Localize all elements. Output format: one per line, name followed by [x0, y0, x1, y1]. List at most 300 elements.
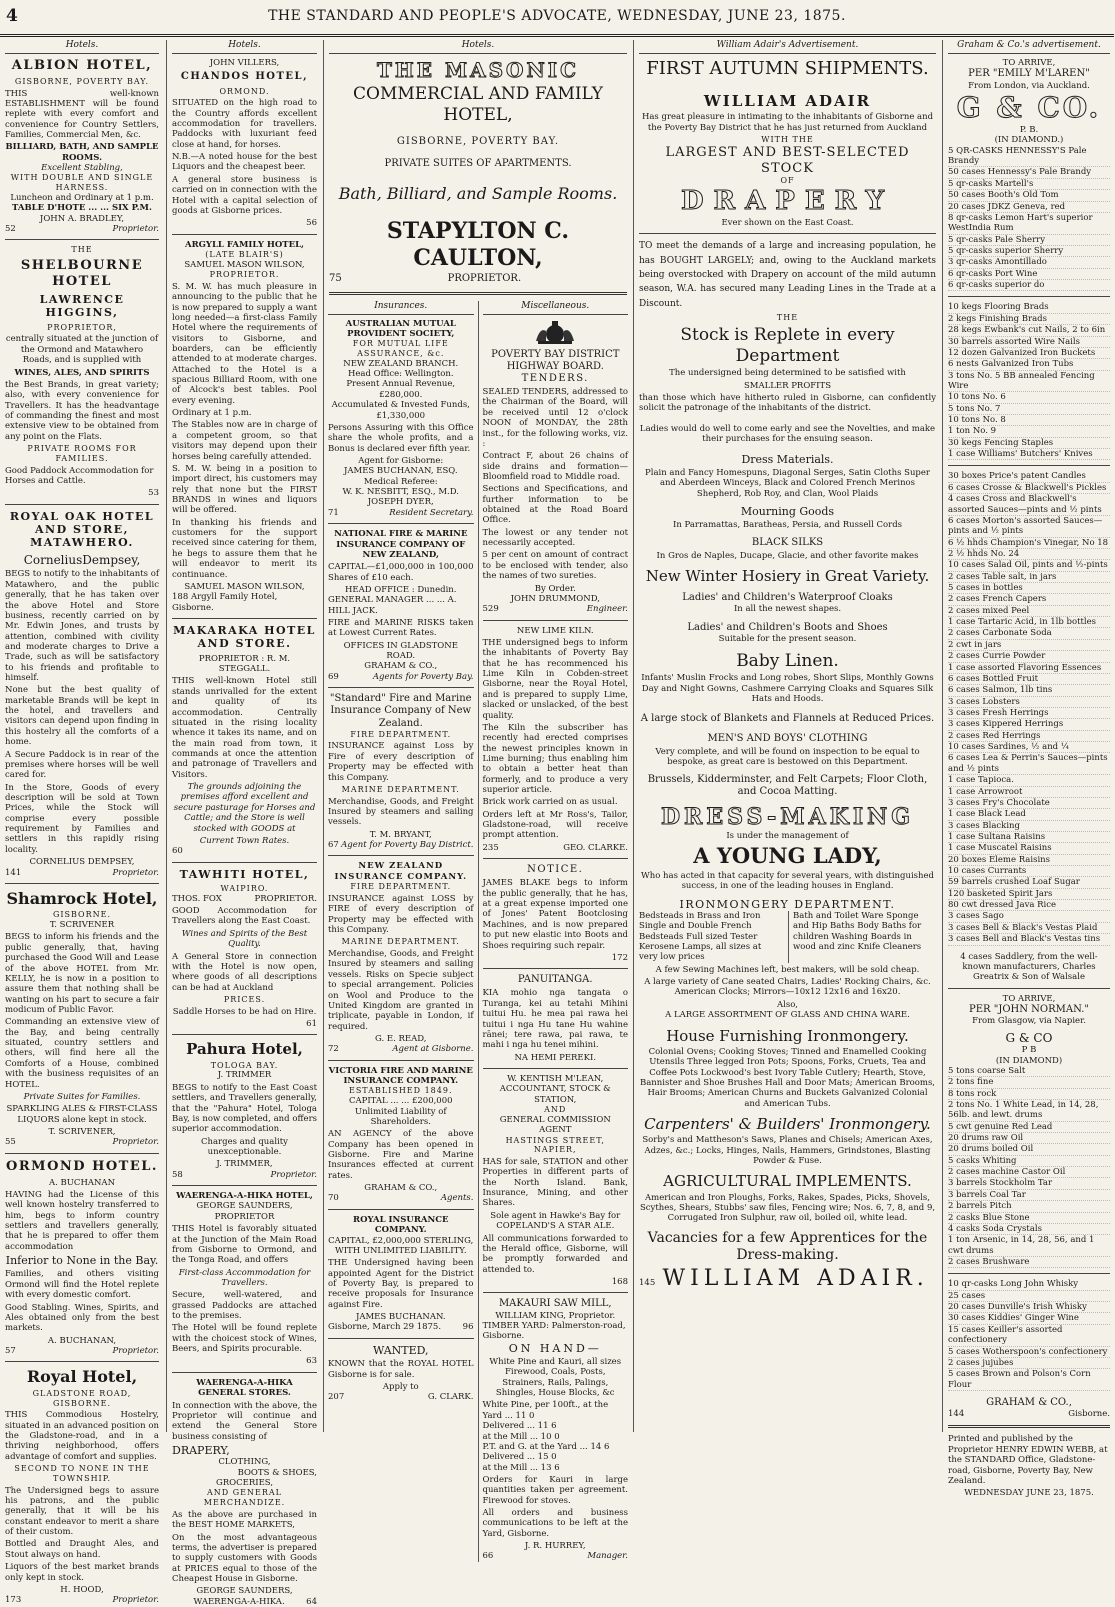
- adair-lady: A YOUNG LADY,: [693, 843, 882, 869]
- royal-oak-body4: In the Store, Goods of every description will be sold at Town Prices, while the Stock will comprise every possible requirement by Families and settlers in this rapidly rising locality.: [5, 782, 159, 855]
- tawhiti-owner-title: PROPRIETOR.: [254, 893, 317, 904]
- list-item: 2 casks Blue Stone: [948, 1213, 1110, 1224]
- tawhiti-ad: [172, 868, 317, 1030]
- list-item: 3 cases Blacking: [948, 821, 1110, 832]
- makauri-price4: P.T. and G. at the Yard ... 14 6: [482, 1441, 610, 1452]
- chandos-owner: JOHN VILLERS,: [209, 57, 280, 68]
- standard-body2: Merchandise, Goods, and Freight Insured by steamers and sailing vessels.: [328, 796, 474, 828]
- graham-list-stores: [948, 1066, 1110, 1268]
- adair-iron-left: Bedsteads in Brass and Iron Single and Double French Bedsteads Full sized Tester Kerosene Lamps, all sizes at very low prices: [639, 910, 762, 963]
- amp-branch: NEW ZEALAND BRANCH.: [343, 358, 459, 369]
- shamrock-suites: Private Suites for Families.: [23, 1091, 141, 1102]
- masthead: [0, 0, 1114, 37]
- amp-office: Head Office: Wellington.: [347, 369, 454, 380]
- ormond-ad: [5, 1159, 159, 1357]
- list-item: 3 cases Lobsters: [948, 697, 1110, 708]
- tawhiti-owner: THOS. FOX: [172, 893, 222, 904]
- albion-num: 52: [5, 224, 16, 235]
- list-item: 1 case Tartaric Acid, in 1lb bottles: [948, 617, 1110, 628]
- pahura-num: 58: [172, 1169, 183, 1180]
- imprint-date: WEDNESDAY JUNE 23, 1875.: [964, 1488, 1094, 1499]
- standard-ad: [328, 693, 474, 850]
- list-item: 6 cases Bottled Fruit: [948, 674, 1110, 685]
- shamrock-name: Shamrock Hotel,: [6, 888, 158, 908]
- masonic-ad: [329, 58, 627, 286]
- list-item: 2 cases Red Herrings: [948, 731, 1110, 742]
- albion-harness: WITH DOUBLE AND SINGLE HARNESS.: [10, 173, 154, 193]
- amp-ad: [328, 319, 474, 519]
- royal-hotel-sig: H. HOOD,: [60, 1584, 104, 1595]
- lime-orders: Orders left at Mr Ross's, Tailor, Gladstone-road, will receive prompt attention.: [482, 809, 628, 841]
- argyll-name: ARGYLL FAMILY HOTEL,: [184, 239, 305, 250]
- list-item: 2 cwt in jars: [948, 640, 1110, 651]
- argyll-ad: [172, 240, 317, 613]
- adair-baby: Baby Linen.: [736, 650, 839, 671]
- misc-subcolumn: [478, 301, 633, 1562]
- list-item: 6 cases Salmon, 1lb tins: [948, 685, 1110, 696]
- amp-funds: Accumulated & Invested Funds, £1,330,000: [331, 400, 470, 421]
- list-item: 4 casks Soda Crystals: [948, 1224, 1110, 1235]
- wanted-body: KNOWN that the ROYAL HOTEL Gisborne is for sale.: [328, 1359, 474, 1380]
- col5-header: Graham & Co.'s advertisement.: [948, 40, 1110, 54]
- column-2: [166, 40, 322, 1607]
- argyll-foot: Argyll Family Hotel, Gisborne.: [172, 592, 278, 613]
- list-item: 2 cases machine Castor Oil: [948, 1167, 1110, 1178]
- royal-hotel-second: SECOND TO NONE IN THE TOWNSHIP.: [14, 1464, 150, 1483]
- royal-hotel-place: GLADSTONE ROAD, GISBORNE.: [32, 1388, 132, 1408]
- nfm-manager: GENERAL MANAGER ... ... A. HILL JACK.: [328, 595, 457, 616]
- list-item: 10 cases Sardines, ½ and ¼: [948, 742, 1110, 753]
- makauri-price2: Delivered ... 11 6: [482, 1421, 557, 1432]
- list-item: 10 cases Salad Oil, pints and ½-pints: [948, 560, 1110, 571]
- makaraka-ad: [172, 624, 317, 857]
- royal-oak-ad: [5, 510, 159, 878]
- royal-ins-num: 96: [462, 1322, 474, 1333]
- amp-secretary-title: Resident Secretary.: [389, 507, 474, 518]
- list-item: 20 drums boiled Oil: [948, 1144, 1110, 1155]
- pahura-place: TOLOGA BAY.: [210, 1060, 279, 1070]
- wanted-name: WANTED,: [372, 1343, 429, 1357]
- nzic-body: INSURANCE against LOSS by FIRE of every description of Property may be effected with this Company.: [328, 893, 474, 936]
- amp-medical: Medical Referee:: [363, 476, 438, 487]
- adair-boots-body: Suitable for the present season.: [718, 634, 857, 645]
- graham-logo-diamond: (IN DIAMOND.): [994, 135, 1064, 146]
- lime-body: THE undersigned begs to inform the inhabitants of Poverty Bay that he has recommenced his Lime Kiln in Cobden-street Gisborne, near the Royal Hotel, and is prepared to supply Lime, slacked or unslacked, of the best quality.: [482, 638, 628, 721]
- adair-mourning: Mourning Goods: [740, 505, 835, 519]
- list-item: 50 cases Hennessy's Pale Brandy: [948, 167, 1110, 178]
- mclean-place: HASTINGS STREET, NAPIER,: [505, 1135, 605, 1155]
- stores-general: AND GENERAL MERCHANDIZE.: [203, 1488, 286, 1508]
- chandos-body: SITUATED on the high road to the Country affords excellent accommodation for travellers. Paddocks with luxuriant feed close at hand, for horses.: [172, 98, 317, 150]
- adair-carpenters-body: Sorby's and Mattheson's Saws, Planes and Chisels; American Axes, Adzes, &c.; Locks, Hinges, Nails, Hammers, Grindstones, Blasting Powder & Fuse.: [642, 1135, 933, 1167]
- nzic-fire: FIRE DEPARTMENT.: [350, 882, 452, 892]
- adair-shipments: FIRST AUTUMN SHIPMENTS.: [646, 57, 929, 79]
- list-item: 20 drums raw Oil: [948, 1133, 1110, 1144]
- standard-body: INSURANCE against Loss by Fire of every description of Property may be effected with this Company.: [328, 741, 474, 783]
- panuitanga-name: PANUITANGA.: [517, 974, 593, 986]
- list-item: 3 barrels Coal Tar: [948, 1190, 1110, 1201]
- adair-dressmaking: DRESS-MAKING: [660, 804, 915, 831]
- adair-silks-body: In Gros de Naples, Ducape, Glacie, and other favorite makes: [656, 551, 919, 561]
- list-item: 2 cases Carbonate Soda: [948, 628, 1110, 639]
- col1-header: Hotels.: [5, 40, 159, 54]
- adair-ladies: Ladies would do well to come early and see the Novelties, and make their purchases for the ensuing season.: [639, 423, 936, 445]
- shamrock-owner: T. SCRIVENER: [49, 920, 115, 931]
- masonic-suites: PRIVATE SUITES OF APARTMENTS.: [384, 158, 572, 170]
- list-item: 3 cases Fry's Chocolate: [948, 798, 1110, 809]
- list-item: 59 barrels crushed Loaf Sugar: [948, 877, 1110, 888]
- waerenga-name: WAERENGA-A-HIKA HOTEL,: [176, 1191, 313, 1202]
- shamrock-sig: T. SCRIVENER,: [48, 1126, 116, 1137]
- makaraka-name: MAKARAKA HOTEL AND STORE.: [173, 623, 316, 651]
- adair-largest: LARGEST AND BEST-SELECTED STOCK: [665, 144, 910, 176]
- royal-hotel-body2: The Undersigned begs to assure his patrons, and the public generally, that it will be his constant endeavor to merit a share of their custom.: [5, 1485, 159, 1538]
- adair-determined: The undersigned being determined to be satisfied with: [669, 368, 906, 379]
- pahura-owner: J. TRIMMER: [217, 1070, 272, 1081]
- adair-cloaks-body: In all the newest shapes.: [733, 603, 842, 614]
- lime-kiln-ad: [483, 626, 629, 854]
- adair-sewing: A few Sewing Machines left, best makers, will be sold cheap.: [655, 964, 920, 975]
- nfm-agent: GRAHAM & CO.,: [364, 661, 438, 672]
- ormond-body3: Good Stabling. Wines, Spirits, and Ales obtained only from the best markets.: [5, 1302, 159, 1334]
- makauri-price6: at the Mill ... 13 6: [482, 1462, 560, 1473]
- makauri-price5: Delivered ... 15 0: [482, 1452, 557, 1463]
- stores-num: 64: [306, 1596, 317, 1607]
- nfm-offices: OFFICES IN GLADSTONE ROAD.: [343, 640, 458, 662]
- shamrock-body: BEGS to inform his friends and the public generally, that, having purchased the Good Will and Lease of the above HOTEL from Mr. KELLY, he is now in a position to assure them that nothing shall be wanting on his part to secure a fair modicum of Public Favor.: [5, 932, 159, 1015]
- wanted-apply: Apply to: [382, 1381, 419, 1392]
- list-item: 3 cases Bell & Black's Vestas Plaid: [948, 923, 1110, 934]
- ormond-name: ORMOND HOTEL.: [6, 1158, 158, 1174]
- royal-ins-body: THE Undersigned having been appointed Agent for the District of Poverty Bay, is prepared to receive proposals for Insurance against Fire.: [328, 1258, 474, 1310]
- adair-mens: MEN'S AND BOYS' CLOTHING: [707, 732, 868, 744]
- stores-body: In connection with the above, the Proprietor will continue and extend the General Store business consisting of: [172, 1400, 317, 1442]
- list-item: 3 cases Sago: [948, 911, 1110, 922]
- graham-logo: G & CO.: [956, 90, 1102, 124]
- standard-num: 67: [328, 840, 339, 851]
- shamrock-sig-title: Proprietor.: [112, 1137, 159, 1148]
- argyll-sig: SAMUEL MASON WILSON,: [184, 581, 305, 592]
- list-item: 6 cases Lea & Perrin's Sauces—pints and ½ pints: [948, 753, 1110, 775]
- panuitanga-ad: [483, 974, 629, 1063]
- masonic-owner-title: PROPRIETOR.: [447, 273, 522, 285]
- list-item: 120 basketed Spirit Jars: [948, 889, 1110, 900]
- pahura-ad: [172, 1040, 317, 1180]
- victoria-ad: [328, 1066, 474, 1204]
- nfm-capital: CAPITAL—£1,000,000 in 100,000 Shares of £10 each.: [328, 562, 474, 583]
- mclean-ad: [483, 1074, 629, 1287]
- highway-name: POVERTY BAY DISTRICT HIGHWAY BOARD.: [491, 348, 620, 372]
- stores-boots: BOOTS & SHOES,: [237, 1467, 317, 1478]
- masthead-title: THE STANDARD AND PEOPLE'S ADVOCATE, WEDNESDAY, JUNE 23, 1875.: [268, 8, 846, 24]
- royal-ins-name: ROYAL INSURANCE COMPANY.: [353, 1214, 449, 1236]
- nfm-agent-title: Agents for Poverty Bay.: [372, 671, 474, 682]
- list-item: 3 tons No. 5 BB annealed Fencing Wire: [948, 371, 1110, 393]
- adair-management: Is under the management of: [726, 830, 849, 841]
- victoria-num: 70: [328, 1193, 339, 1204]
- amp-sub: FOR MUTUAL LIFE ASSURANCE, &c.: [352, 339, 449, 358]
- tawhiti-name: TAWHITI HOTEL,: [179, 867, 310, 881]
- mclean-and: AND: [544, 1105, 567, 1115]
- highway-body2: Sections and Specifications, and further information to be obtained at the Road Board Office.: [482, 484, 628, 526]
- adair-body: TO meet the demands of a large and increasing population, he has BOUGHT LARGELY; and, owing to the Auckland markets being overstocked with Drapery on account of the mild autumn season, W.A. has secured many Leading Lines in the Trade at a Discount.: [639, 241, 936, 309]
- highway-tenders: TENDERS.: [521, 372, 589, 384]
- amp-medical-name: W. K. NESBITT, ESQ., M.D.: [342, 487, 459, 498]
- albion-prop: JOHN A. BRADLEY,: [39, 213, 125, 224]
- makauri-onhand: ON HAND—: [508, 1341, 602, 1355]
- royal-oak-num: 141: [5, 867, 22, 878]
- list-item: 1 case Williams' Butchers' Knives: [948, 449, 1110, 460]
- adair-chairs: A large variety of Cane seated Chairs, Ladies' Rocking Chairs, &c. American Clocks; Mirrors—10x12 12x16 and 16x20.: [644, 977, 931, 998]
- list-item: 6 ½ hhds Champion's Vinegar, No 18: [948, 537, 1109, 548]
- shelbourne-name: SHELBOURNE HOTEL: [20, 258, 144, 289]
- list-item: 25 cases: [948, 1291, 1110, 1302]
- stores-sig: GEORGE SAUNDERS,: [196, 1586, 293, 1597]
- graham-list-hardware: [948, 302, 1110, 460]
- makaraka-grounds: The grounds adjoining the premises afford excellent and secure pasturage for Horses and Cattle; and the Store is well stocked with GOODS at: [173, 782, 316, 834]
- column-1: [0, 40, 164, 1606]
- adair-also: Also,: [776, 999, 799, 1010]
- royal-ins-agent: JAMES BUCHANAN.: [355, 1312, 446, 1323]
- adair-mourning-body: In Parramattas, Baratheas, Persia, and Russell Cords: [672, 520, 903, 531]
- adair-glass: A LARGE ASSORTMENT OF GLASS AND CHINA WARE.: [665, 1010, 910, 1021]
- list-item: 10 tons No. 8: [948, 415, 1110, 426]
- col4-header: William Adair's Advertisement.: [639, 40, 936, 54]
- adair-num: 145: [639, 1277, 656, 1288]
- makaraka-current: Current Town Rates.: [199, 835, 290, 846]
- adair-the: THE: [776, 313, 799, 323]
- masonic-place: GISBORNE, POVERTY BAY.: [396, 135, 560, 147]
- adair-confidently: than those which have hitherto ruled in Gisborne, can confidently solicit the patronage of the inhabitants of the district.: [639, 393, 936, 414]
- chandos-place: ORMOND.: [219, 86, 270, 96]
- ormond-body: HAVING had the License of this well known hostelry transferred to him, begs to inform country settlers and travellers generally, that he is prepared to offer them accommodation: [5, 1189, 159, 1252]
- royal-oak-body3: A Secure Paddock is in rear of the premises where horses will be well cared for.: [5, 749, 159, 781]
- list-item: 2 cases mixed Peel: [948, 606, 1110, 617]
- list-item: 30 barrels assorted Wire Nails: [948, 337, 1110, 348]
- masonic-owner: STAPYLTON C. CAULTON,: [386, 217, 570, 271]
- royal-oak-body2: None but the best quality of marketable Brands will be kept in the hotel, and travellers and visitors can depend upon finding in this hostelry all the comforts of a home.: [5, 685, 159, 748]
- list-item: 1 case assorted Flavoring Essences: [948, 663, 1110, 674]
- nzic-body2: Merchandise, Goods, and Freight Insured by steamers and sailing vessels. Risks on Specie subject to special arrangement. Policies on Wool and Produce to the United Kingdom are granted in triplicate, payable in London, if required.: [328, 949, 474, 1032]
- adair-name: WILLIAM ADAIR: [703, 91, 872, 110]
- waerenga-body2: Secure, well-watered, and grassed Paddocks are attached to the premises.: [172, 1290, 317, 1322]
- royal-ins-date: Gisborne, March 29 1875.: [328, 1322, 442, 1333]
- list-item: 1 case Black Lead: [948, 809, 1110, 820]
- makauri-sig: J. R. HURREY,: [524, 1541, 586, 1552]
- argyll-owner: SAMUEL MASON WILSON,: [184, 259, 305, 270]
- adair-carpenters: Carpenters' & Builders' Ironmongery.: [644, 1115, 931, 1133]
- column-4: [633, 40, 941, 1432]
- albion-body: THIS well-known ESTABLISHMENT will be found replete with every comfort and convenience for Country Settlers, Families, Commercial Men, &c.: [5, 88, 159, 141]
- list-item: 4 cases Cross and Blackwell's assorted Sauces—pints and ½ pints: [948, 494, 1110, 516]
- adair-iron-right: Bath and Toilet Ware Sponge and Hip Baths Body Baths for children Washing Boards in wood and zinc Knife Cleaners: [788, 911, 936, 963]
- shelbourne-num: 53: [148, 488, 159, 499]
- page-number: 4: [6, 6, 18, 26]
- col2-header: Hotels.: [172, 40, 317, 54]
- chandos-note: N.B.—A noted house for the best Liquors and the cheapest beer.: [172, 152, 317, 173]
- list-item: 1 case Arrowroot: [948, 787, 1110, 798]
- argyll-late: (LATE BLAIR'S): [205, 249, 284, 259]
- list-item: 5 qr-casks Pale Sherry: [948, 235, 1110, 246]
- adair-dress-body: Plain and Fancy Homespuns, Diagonal Serges, Satin Cloths Super and Aberdeen Winceys, Black and Colored French Merinos Shepherd, Rob Roy, and Clan, Wool Plaids: [645, 467, 930, 499]
- shelbourne-body: centrally situated at the junction of the Ormond and Matawhero Roads, and is supplied with: [5, 334, 159, 366]
- shelbourne-paddock: Good Paddock Accommodation for Horses and Cattle.: [5, 465, 154, 486]
- list-item: 3 cases Fresh Herrings: [948, 708, 1110, 719]
- mclean-ale: COPELAND'S A STAR ALE.: [496, 1221, 615, 1232]
- adair-house: House Furnishing Ironmongery.: [666, 1026, 909, 1045]
- mclean-title: ACCOUNTANT, STOCK & STATION,: [499, 1084, 611, 1105]
- notice-body: JAMES BLAKE begs to inform the public generally, that he has, at a great expense imported one of Jones' Patent Bootclosing Machines, and is now prepared to put new elastic into Boots and Shoes requiring such repair.: [482, 878, 628, 951]
- nzic-ad: [328, 861, 474, 1054]
- highway-body: SEALED TENDERS, addressed to the Chairman of the Board, will be received until 12 o'clock NOON of MONDAY, the 28th inst., for the following works, viz. :: [482, 387, 628, 449]
- tawhiti-body: GOOD Accommodation for Travellers along the East Coast.: [172, 906, 317, 927]
- tawhiti-prices: PRICES.: [223, 994, 266, 1004]
- albion-luncheon: Luncheon and Ordinary at 1 p.m.: [10, 192, 154, 203]
- list-item: 2 tons fine: [948, 1077, 1110, 1088]
- list-item: 20 cases Dunville's Irish Whisky: [948, 1302, 1110, 1313]
- makauri-price1: White Pine, per 100ft., at the Yard ... 11 0: [482, 1400, 609, 1421]
- lime-brick: Brick work carried on as usual.: [482, 797, 618, 808]
- graham-logo2-diamond: (IN DIAMOND): [995, 1055, 1063, 1066]
- makauri-num: 66: [482, 1551, 494, 1562]
- ormond-owner: A. BUCHANAN: [48, 1177, 116, 1188]
- graham-arrive: TO ARRIVE,: [1002, 57, 1056, 68]
- graham-logo2: G & CO: [1005, 1030, 1053, 1045]
- nzic-num: 72: [328, 1044, 339, 1055]
- shamrock-ad: [5, 889, 159, 1148]
- list-item: 10 cases Currants: [948, 866, 1110, 877]
- makauri-orders: Orders for Kauri in large quantities taken per agreement. Firewood for stoves.: [482, 1474, 628, 1506]
- makauri-price3: at the Mill ... 10 0: [482, 1431, 560, 1442]
- adair-mens-body: Very complete, and will be found on inspection to be equal to bespoke, as great care is bestowed on this Department.: [655, 746, 920, 768]
- pahura-charges: Charges and quality unexceptionable.: [201, 1136, 288, 1157]
- highway-ad: [483, 319, 629, 615]
- adair-of: OF: [780, 176, 795, 186]
- list-item: 6 cases Morton's assorted Sauces—pints and ½ pints: [948, 516, 1110, 538]
- list-item: 1 ton No. 9: [948, 426, 1110, 437]
- list-item: 5 tons coarse Salt: [948, 1066, 1110, 1077]
- list-item: 28 kegs Ewbank's cut Nails, 2 to 6in: [948, 325, 1110, 336]
- argyll-owner-title: PROPRIETOR.: [209, 270, 280, 280]
- standard-name: "Standard" Fire and Marine Insurance Company of New Zealand.: [329, 693, 472, 729]
- list-item: 6 qr-casks superior do: [948, 280, 1110, 291]
- argyll-body3: S. M. W. being in a position to import direct, his customers may rely that none but the FIRST BRANDS in wines and liquors will be offered.: [172, 463, 317, 516]
- pahura-body: BEGS to notify to the East Coast settlers, and Travellers generally, that the "Pahura" Hotel, Tologa Bay, is now completed, and offers superior accommodation.: [172, 1082, 317, 1135]
- royal-insurance-ad: [328, 1215, 474, 1333]
- highway-order: By Order.: [534, 583, 576, 594]
- lime-sig: GEO. CLARKE.: [563, 842, 628, 853]
- amp-body: Persons Assuring with this Office share the whole profits, and a Bonus is declared ever fifth year.: [328, 422, 474, 454]
- list-item: 2 cases jujubes: [948, 1358, 1110, 1369]
- shelbourne-wines: WINES, ALES, AND SPIRITS: [14, 367, 150, 378]
- insurances-subcolumn: [324, 301, 478, 1562]
- mclean-body2: All communications forwarded to the Herald office, Gisborne, will be promptly forwarded and attended to.: [482, 1233, 628, 1275]
- victoria-name: VICTORIA FIRE AND MARINE INSURANCE COMPANY.: [328, 1065, 473, 1087]
- list-item: 30 boxes Price's patent Candles: [948, 471, 1110, 482]
- lime-num: 235: [482, 842, 499, 853]
- albion-ad: [5, 58, 159, 234]
- nfm-head: HEAD OFFICE : Dunedin.: [344, 584, 457, 595]
- graham-list-liquors: [948, 1279, 1110, 1391]
- list-item: 8 qr-casks Lemon Hart's superior WestIndia Rum: [948, 213, 1110, 235]
- standard-agent-title: Agent for Poverty Bay District.: [341, 840, 474, 851]
- list-item: 5 casks Whiting: [948, 1156, 1110, 1167]
- nzic-agent: G. E. READ,: [375, 1034, 427, 1044]
- royal-ins-capital: CAPITAL, £2,000,000 STERLING, WITH UNLIMITED LIABILITY.: [328, 1235, 474, 1256]
- graham-from: From London, via Auckland.: [968, 80, 1090, 91]
- waerenga-first: First-class Accommodation for Travellers.: [178, 1267, 311, 1288]
- lime-body2: The Kiln the subscriber has recently had erected comprises the newest principles known in Lime burning; thus enabling him to obtain a better heat than formerly, and to produce a very superior article.: [482, 722, 628, 796]
- adair-boots: Ladies' and Children's Boots and Shoes: [687, 622, 888, 634]
- stores-drapery: DRAPERY,: [172, 1443, 230, 1457]
- lime-name: NEW LIME KILN.: [516, 625, 594, 636]
- list-item: 6 nests Galvanized Iron Tubs: [948, 359, 1110, 370]
- adair-baby-body: Infants' Muslin Frocks and Long robes, Short Slips, Monthly Gowns Day and Night Gowns, Cashmere Carrying Cloaks and Squares Silk Hats and Hoods.: [641, 673, 934, 705]
- royal-hotel-body3: Bottled and Draught Ales, and Stout always on hand.: [5, 1539, 159, 1560]
- masonic-rooms: Bath, Billiard, and Sample Rooms.: [338, 184, 618, 204]
- highway-sig: JOHN DRUMMOND,: [510, 593, 600, 604]
- shamrock-place: GISBORNE.: [52, 910, 112, 920]
- albion-table: TABLE D'HOTE ... ... SIX P.M.: [12, 203, 152, 214]
- argyll-body: S. M. W. has much pleasure in announcing to the public that he is now prepared to supply a want long needed—a first-class Family Hotel where the requirements of visitors to Gisborne, and boarders, can be efficiently attended to at moderate charges. Attached to the Hotel is a spacious Billiard Room, with one of Alcock's best tables. Pool every evening.: [172, 281, 317, 406]
- list-item: 5 tons No. 7: [948, 404, 1110, 415]
- list-item: 2 kegs Finishing Brads: [948, 314, 1110, 325]
- list-item: 10 kegs Flooring Brads: [948, 302, 1110, 313]
- royal-hotel-sig-title: Proprietor.: [112, 1595, 159, 1606]
- chandos-num: 56: [306, 218, 317, 229]
- mclean-name: W. KENTISH M'LEAN,: [507, 1073, 604, 1084]
- ormond-body2: Families, and others visiting Ormond will find the Hotel replete with every domestic comfort.: [5, 1269, 159, 1301]
- stores-groceries: GROCERIES,: [215, 1478, 274, 1489]
- stores-body3: On the most advantageous terms, the advertiser is prepared to supply customers with Goods at PRICES equal to those of the Cheapest House in Gisborne.: [172, 1532, 317, 1585]
- highway-sig-title: Engineer.: [586, 604, 628, 615]
- list-item: 5 cwt genuine Red Lead: [948, 1122, 1110, 1133]
- ormond-num: 57: [5, 1345, 16, 1356]
- tawhiti-wines: Wines and Spirits of the Best Quality.: [181, 928, 308, 950]
- list-item: 5 cases Brown and Polson's Corn Flour: [948, 1369, 1110, 1391]
- nzic-marine: MARINE DEPARTMENT.: [341, 937, 460, 947]
- list-item: 2 cases Table salt, in jars: [948, 572, 1110, 583]
- tawhiti-body2: A General Store in connection with the Hotel is now open, where goods of all descriptions can be had at Auckland: [172, 951, 317, 993]
- panuitanga-sig: NA HEMI PEREKI.: [514, 1052, 597, 1063]
- mclean-agent: Sole agent in Hawke's Bay for: [490, 1210, 621, 1221]
- masonic-num: 75: [329, 273, 342, 285]
- standard-fire: FIRE DEPARTMENT.: [350, 729, 452, 739]
- list-item: 2 barrels Pitch: [948, 1201, 1110, 1212]
- waerenga-body: THIS Hotel is favorably situated at the Junction of the Main Road from Gisborne to Ormond, and the Tonga Road, and offers: [172, 1224, 317, 1266]
- ormond-sig-title: Proprietor.: [112, 1345, 159, 1356]
- highway-body4: 5 per cent on amount of contract to be enclosed with tender, also the names of two sureties.: [482, 550, 628, 582]
- mclean-num: 168: [611, 1276, 628, 1287]
- list-item: 2 cases Currie Powder: [948, 651, 1110, 662]
- list-item: 2 ½ hhds No. 24: [948, 549, 1110, 560]
- amp-agent: Agent for Gisborne:: [358, 455, 444, 466]
- national-ad: [328, 529, 474, 682]
- amp-revenue: Present Annual Revenue, £280,000.: [346, 379, 456, 400]
- adair-agricultural: AGRICULTURAL IMPLEMENTS.: [663, 1172, 912, 1191]
- pahura-sig-title: Proprietor.: [270, 1169, 317, 1180]
- list-item: 15 cases Keiller's assorted confectionery: [948, 1325, 1110, 1347]
- stores-name: WAERENGA-A-HIKA GENERAL STORES.: [196, 1377, 293, 1399]
- ormond-sig: A. BUCHANAN,: [47, 1335, 117, 1346]
- shamrock-liquors: SPARKLING ALES & FIRST-CLASS LIQUORS alone kept in stock.: [6, 1104, 158, 1125]
- graham-arrive2: TO ARRIVE,: [1002, 993, 1056, 1004]
- amp-num: 71: [328, 507, 339, 518]
- chandos-name: CHANDOS HOTEL,: [180, 71, 309, 83]
- list-item: 20 cases JDKZ Geneva, red: [948, 202, 1110, 213]
- adair-house-body: Colonial Ovens; Cooking Stoves; Tinned and Enamelled Cooking Utensils Three legged Iron Pots; Spoons, Forks, Cruets, Tea and Coffee Pots Lockwood's best Ivory Table Cutlery; Hearth, Stove, Bannister and Shoe Brushes Hall and Door Mats; American Brooms, Hair Brooms; American Churns and Buckets Galvanized Colonial and American Tubs.: [639, 1046, 936, 1109]
- shamrock-num: 55: [5, 1137, 16, 1148]
